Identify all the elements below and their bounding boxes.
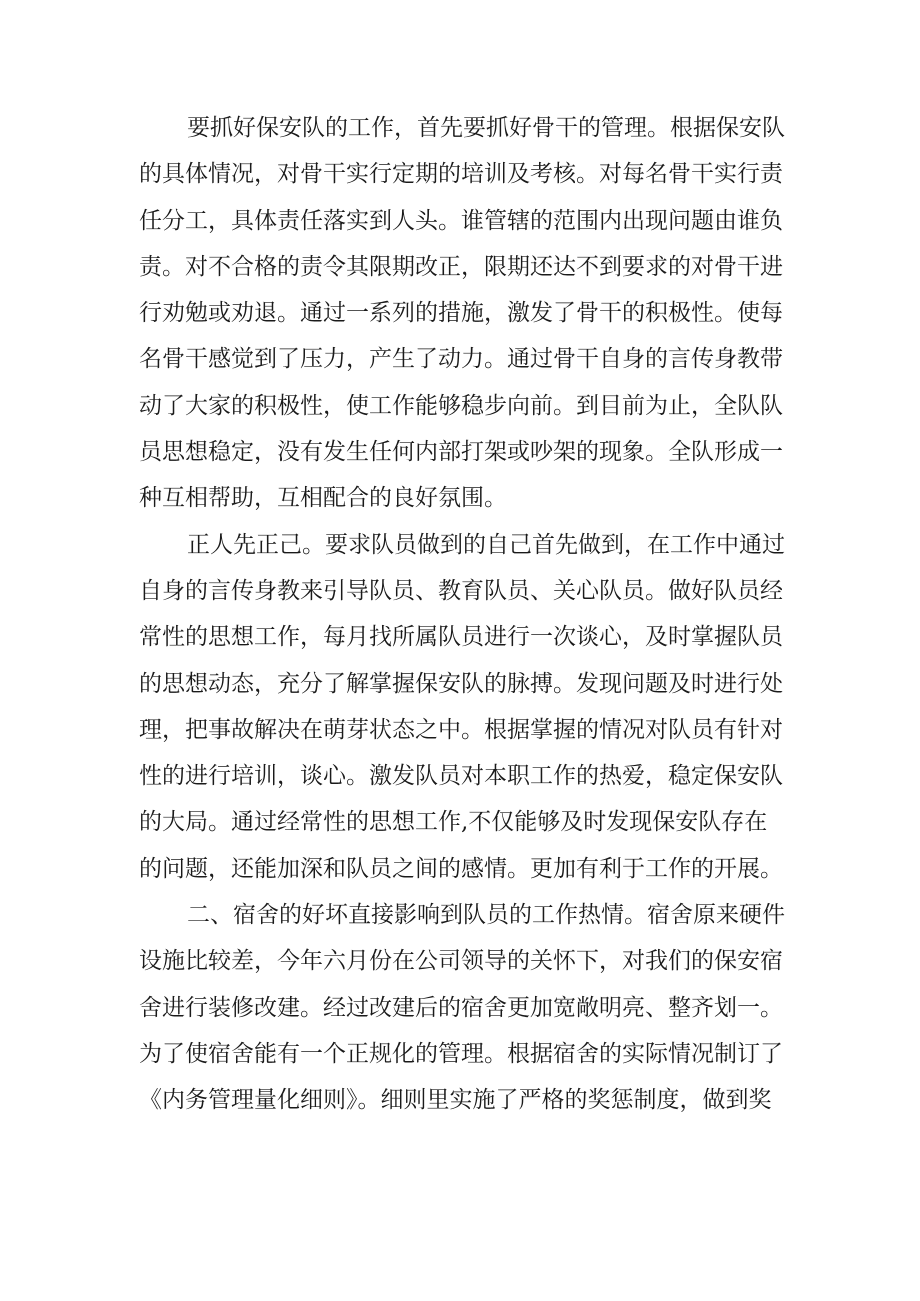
paragraph-2-line-8: 的问题，还能加深和队员之间的感情。更加有利于工作的开展。 [139,855,783,882]
paragraph-2-line-6: 性的进行培训，谈心。激发队员对本职工作的热爱，稳定保安队 [139,763,783,790]
paragraph-1-line-7: 动了大家的积极性，使工作能够稳步向前。到目前为止，全队队 [139,392,783,419]
paragraph-2-line-1: 正人先正己。要求队员做到的自己首先做到，在工作中通过 [187,531,785,558]
paragraph-2-line-2: 自身的言传身教来引导队员、教育队员、关心队员。做好队员经 [139,577,783,604]
paragraph-3-line-1: 二、宿舍的好坏直接影响到队员的工作热情。宿舍原来硬件 [187,902,785,929]
paragraph-1-line-6: 名骨干感觉到了压力，产生了动力。通过骨干自身的言传身教带 [139,346,783,373]
paragraph-3-line-3: 舍进行装修改建。经过改建后的宿舍更加宽敞明亮、整齐划一。 [139,994,783,1021]
paragraph-3-line-5: 《内务管理量化细则》。细则里实施了严格的奖惩制度，做到奖 [139,1087,772,1114]
paragraph-2-line-4: 的思想动态，充分了解掌握保安队的脉搏。发现问题及时进行处 [139,670,783,697]
paragraph-2-line-3: 常性的思想工作，每月找所属队员进行一次谈心，及时掌握队员 [139,624,783,651]
paragraph-2-line-7: 的大局。通过经常性的思想工作,不仅能够及时发现保安队存在 [139,809,768,836]
paragraph-1-line-9: 种互相帮助，互相配合的良好氛围。 [139,485,507,512]
paragraph-1-line-2: 的具体情况，对骨干实行定期的培训及考核。对每名骨干实行责 [139,161,783,188]
paragraph-3-line-4: 为了使宿舍能有一个正规化的管理。根据宿舍的实际情况制订了 [139,1040,783,1067]
paragraph-1-line-4: 责。对不合格的责令其限期改正，限期还达不到要求的对骨干进 [139,253,783,280]
document-body [139,105,799,1124]
paragraph-1-line-5: 行劝勉或劝退。通过一系列的措施，激发了骨干的积极性。使每 [139,300,783,327]
paragraph-1-line-8: 员思想稳定，没有发生任何内部打架或吵架的现象。全队形成一 [139,439,783,466]
paragraph-1-line-3: 任分工，具体责任落实到人头。谁管辖的范围内出现问题由谁负 [139,207,783,234]
paragraph-1-line-1: 要抓好保安队的工作，首先要抓好骨干的管理。根据保安队 [187,115,785,141]
paragraph-3-line-2: 设施比较差，今年六月份在公司领导的关怀下，对我们的保安宿 [139,948,783,975]
paragraph-2-line-5: 理，把事故解决在萌芽状态之中。根据掌握的情况对队员有针对 [139,716,783,743]
